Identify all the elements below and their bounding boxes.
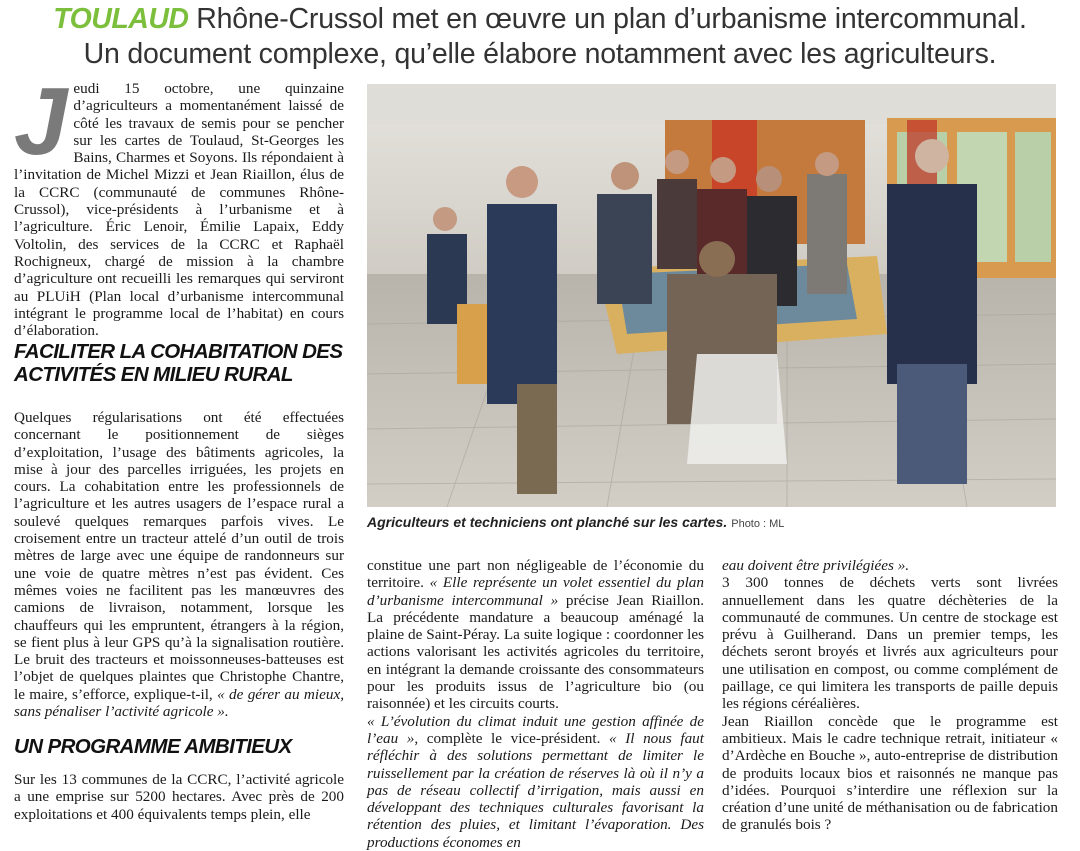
article-intro: [14, 68, 344, 340]
headline: [0, 2, 1080, 72]
headline-line-2: Un document complexe, qu’elle élabore notamment avec les agriculteurs.: [83, 38, 997, 70]
dropcap: J: [14, 68, 68, 175]
column-2-text-c: , complète le vice-président.: [414, 729, 610, 747]
column-3-paragraph-waste: 3 300 tonnes de déchets verts sont livrées annuellement dans les quatre déchèteries de la communauté de communes. Un centre de stockage est prévu à Guilherand. Dans un premier temps, les déchets seront broyés et livrés aux agriculteurs pour une utilisation en compost, ou comme complément de paillage, ce qui limitera les transports de paille depuis les régions céréalières.: [722, 574, 1058, 713]
photo-caption: [367, 514, 1056, 530]
subheading-programme: UN PROGRAMME AMBITIEUX: [14, 735, 292, 758]
headline-kicker: TOULAUD: [53, 3, 189, 35]
subheading-cohabitation: FACILITER LA COHABITATION DES ACTIVITÉS EN MILIEU RURAL: [14, 340, 343, 386]
column-2-text-b: précise Jean Riaillon. La précédente mandature a beaucoup aménagé la plaine de Saint-Péray. La suite logique : coordonner les actions valorisant les activités agricoles du territoire, en intégrant la demande croissante des consommateurs pour les produits issus de l’agriculture bio (ou raisonnée) et les circuits courts.: [367, 591, 704, 713]
column-2-text-a: constitue une part non négligeable de l’économie du territoire.: [367, 557, 704, 592]
photo-credit: Photo : ML: [731, 518, 785, 530]
paragraph-programme: [14, 771, 344, 823]
column-2-paragraph: [367, 557, 704, 713]
intro-paragraph: eudi 15 octobre, une quinzaine d’agriculteurs a momentanément laissé de côté les travaux de semis pour se pencher sur les cartes de Toulaud, St-Georges les Bains, Charmes et Soyons. Ils répondaient à l’invitation de Michel Mizzi et Jean Riaillon, élus de la CCRC (communauté de communes Rhône-Crussol), vice-présidents à l’urbanisme et à l’agriculture. Éric Lenoir, Émilie Lapaix, Eddy Voltolin, des services de la CCRC et Raphaël Rochigneux, chargé de mission à la chambre d’agriculture ont recueilli les remarques qui serviront au PLUiH (Plan local d’urbanisme intercommunal intégrant le programme local de l’habitat) en cours d’élaboration.: [14, 80, 344, 340]
article-photo: [367, 84, 1056, 507]
paragraph-cohabitation: [14, 409, 344, 720]
paragraph-cohabitation-quote: « de gérer au mieux, sans pénaliser l’activité agricole ».: [14, 685, 344, 721]
paragraph-cohabitation-text: Quelques régularisations ont été effectuées concernant le positionnement de sièges d’exploitation, l’usage des bâtiments agricoles, la mise à jour des parcelles irriguées, les projets en cours. La cohabitation entre les professionnels de l’agriculture et les autres usagers de l’espace rural a soulevé quelques remarques parfois vives. Le croisement entre un tracteur attelé d’un outil de trois mètres de large avec une équipe de randonneurs sur une voie de quatre mètres n’est pas évident. Ces mêmes voies ne facilitent pas les manœuvres des camions de livraison, notamment, lorsque les chauffeurs qui les empruntent, étrangers à la région, se fient plus à leur GPS qu’à la signalisation routière. Le bruit des tracteurs et moissonneuses-batteuses est l’objet de quelques plaintes que Christophe Chantre, le maire, s’efforce, explique-t-il,: [14, 409, 344, 703]
column-3-quote-end: [722, 557, 1058, 574]
column-2-paragraph-2: [367, 713, 704, 851]
column-2-quote-3: « Il nous faut réfléchir à des solutions permettant de limiter le ruissellement par la création de réserves là où il n’y a pas de réseau collectif d’irrigation, mais aussi en développant des techniques culturales favorisant la rétention des pluies, et limitant l’évaporation. Des productions économes en: [367, 729, 704, 851]
paragraph-programme-text: Sur les 13 communes de la CCRC, l’activité agricole a une emprise sur 5200 hectares. Avec près de 200 exploitations et 400 équivalents temps plein, elle: [14, 771, 344, 823]
column-2-quote-2: « L’évolution du climat induit une gestion affinée de l’eau »: [367, 712, 704, 747]
photo-caption-text: Agriculteurs et techniciens ont planché sur les cartes.: [367, 514, 728, 530]
article-column-2: [367, 557, 704, 851]
article-column-3: [722, 557, 1058, 834]
headline-line-1: [0, 2, 1080, 37]
meeting-photo-illustration: [367, 84, 1056, 507]
headline-text-1: Rhône-Crussol met en œuvre un plan d’urbanisme intercommunal.: [188, 3, 1027, 35]
column-2-quote-1: « Elle représente un volet essentiel du plan d’urbanisme intercommunal »: [367, 574, 704, 609]
column-3-quote: eau doivent être privilégiées ».: [722, 557, 910, 574]
column-3-paragraph-closing: Jean Riaillon concède que le programme est ambitieux. Mais le cadre technique retrait, initiateur « d’Ardèche en Bouche », auto-entreprise de distribution de produits locaux bios et raisonnés ne manque pas d’idées. Pourquoi s’interdire une réflexion sur la création d’une unité de méthanisation ou de fabrication de granulés bois ?: [722, 712, 1058, 834]
